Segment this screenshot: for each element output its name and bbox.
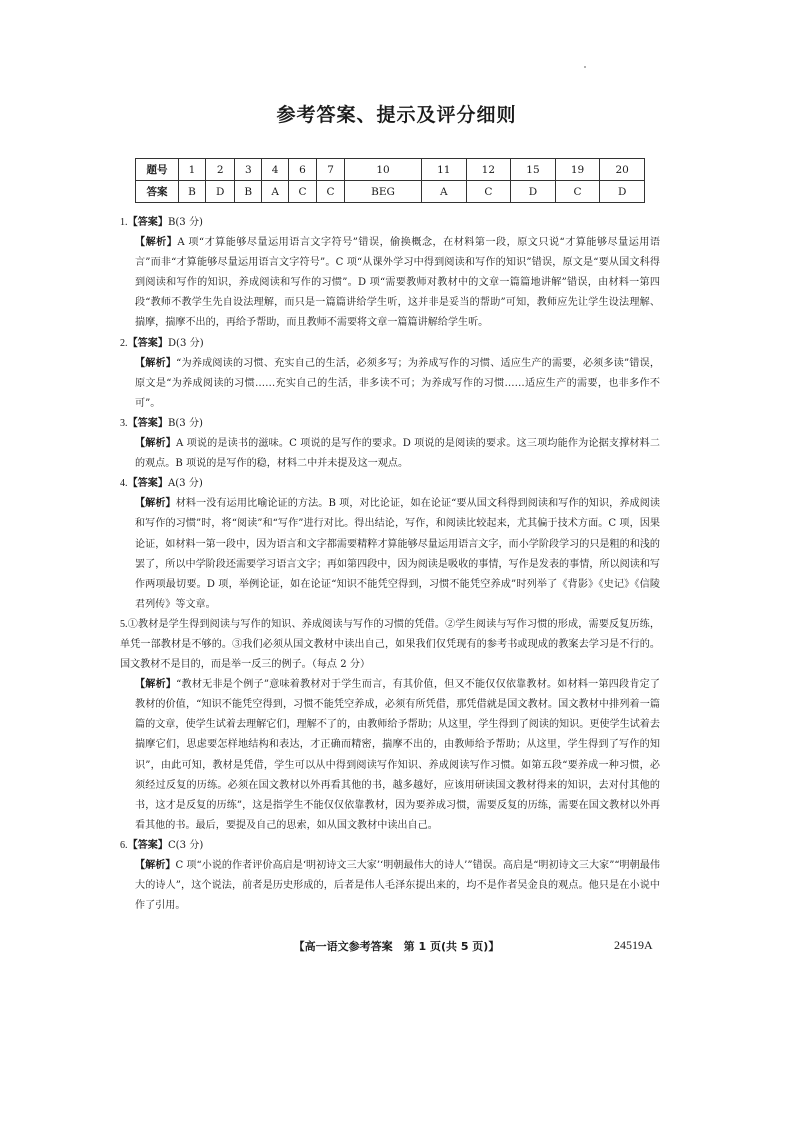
question-number-cell: 19: [555, 159, 600, 181]
explanation-paragraph: [120, 675, 660, 836]
explanation-text: “为养成阅读的习惯、充实自己的生活，必须多写；为养成写作的习惯、适应生产的需要，必须多读”错误，原文是“为养成阅读的习惯……充实自己的生活，非多读不可；为养成写作的习惯……适应生产的需要，也非多作不可”。: [135, 357, 661, 409]
answer-table: [135, 158, 645, 203]
question-number-cell: 3: [235, 159, 262, 181]
explanation-text: “教材无非是个例子”意味着教材对于学生而言，有其价值，但又不能仅仅依靠教材。如材料一第四段肯定了教材的价值，“知识不能凭空得到，习惯不能凭空养成，必须有所凭借，那凭借就是国文教材。国文教材中排列着一篇篇的文章，使学生试着去理解它们，理解不了的，由教师给予帮助；从这里，学生得到了阅读的知识。更使学生试着去揣摩它们，思虑要怎样地结构和表达，才正确而精密，揣摩不出的，由教师给予帮助；从这里，学生得到了写作的知识”，由此可知，教材是凭借，学生可以从中得到阅读写作知识、养成阅读写作习惯。如第五段“要养成一种习惯，必须经过反复的历练。必须在国文教材以外再看其他的书，越多越好，应该用研读国文教材得来的知识，去对付其他的书，这才是反复的历练”，这是指学生不能仅仅依靠教材，因为要养成习惯，需要反复的历练，需要在国文教材以外再看其他的书。最后，要提及自己的思索，如从国文教材中读出自己。: [135, 679, 661, 831]
answer-tag: 【答案】: [127, 839, 168, 851]
answer-cell: D: [206, 181, 235, 203]
explanation-tag: 【解析】: [135, 860, 176, 871]
answer-cell: BEG: [345, 181, 422, 203]
explanation-text: A 项“才算能够尽量运用语言文字符号”错误，偷换概念，在材料第一段，原文只说“才算能够尽量运用语言”而非“才算能够尽量运用语言文字符号”。C 项“从课外学习中得到阅读和写作的知识”错误，原文是“要从国文科得到阅读和写作的知识，养成阅读和写作的习惯”。D 项“需要教师对教材中的文章一篇篇地讲解”错误，由材料一第四段“教师不教学生先自设法理解，而只是一篇篇讲给学生听，这并非是妥当的帮助”可知，教师应先让学生设法理解、揣摩，揣摩不出的，再给予帮助，而且教师不需要将文章一篇篇讲解给学生听。: [135, 237, 660, 329]
answer-table-number-row: [136, 159, 645, 181]
answer-cell: A: [262, 181, 289, 203]
question-number-cell: 20: [600, 159, 645, 181]
question-number-cell: 12: [466, 159, 511, 181]
page-title: 参考答案、提示及评分细则: [276, 104, 517, 126]
answer-tag: 【答案】: [127, 337, 168, 349]
question-number: 3.: [120, 417, 128, 429]
explanation-text: 材料一没有运用比喻论证的方法。B 项，对比论证，如在论证“要从国文科得到阅读和写作的知识，养成阅读和写作的习惯”时，将“阅读”和“写作”进行对比。得出结论，写作，和阅读比较起来，尤其偏于技术方面。C 项，因果论证，如材料一第一段中，因为语言和文字都需要精粹才算能够尽量运用语言文字，而小学阶段学习的只是粗的和浅的罢了，所以中学阶段还需要学习语言文字；再如第四段中，因为阅读是吸收的事情，写作是发表的事情，所以阅读和写作两项最切要。D 项，举例论证，如在论证“知识不能凭空得到，习惯不能凭空养成”时列举了《背影》《史记》《信陵君列传》等文章。: [135, 498, 660, 610]
explanation-paragraph: [120, 494, 660, 615]
question-number-cell: 15: [511, 159, 556, 181]
explanation-tag: 【解析】: [135, 679, 177, 691]
answer-value: D(3 分): [167, 337, 204, 349]
explanation-tag: 【解析】: [135, 438, 176, 450]
answer-tag: 【答案】: [127, 417, 168, 429]
question-answer-line: [120, 414, 660, 434]
explanation-tag: 【解析】: [135, 357, 177, 369]
question-number: 1.: [120, 217, 128, 228]
footer-exam-code: 24519A: [614, 938, 653, 952]
explanation-paragraph: [120, 233, 660, 333]
answer-table-answer-row: [136, 181, 645, 203]
question-number-cell: 7: [317, 159, 345, 181]
answer-cell: B: [235, 181, 262, 203]
answer-value: B(3 分): [167, 417, 203, 429]
row-label-answer: 答案: [136, 181, 179, 203]
question-number-cell: 4: [262, 159, 289, 181]
answer-tag: 【答案】: [127, 478, 168, 490]
question-number-cell: 1: [179, 159, 206, 181]
answer-cell: C: [288, 181, 316, 203]
answer-value: ①教材是学生得到阅读与写作的知识、养成阅读与写作的习惯的凭借。②学生阅读与写作习惯的形成，需要反复历练，单凭一部教材是不够的。③我们必须从国文教材中读出自己，如果我们仅凭现有的参考书或现成的教案去学习是不行的。国文教材不是目的，而是举一反三的例子。（每点 2 分）: [120, 618, 660, 671]
question-answer-line: [120, 213, 660, 233]
explanation-paragraph: [120, 856, 660, 916]
row-label-number: 题号: [136, 159, 179, 181]
question-number: 6.: [120, 839, 128, 851]
question-number-cell: 2: [206, 159, 235, 181]
answer-value: B(3 分): [167, 217, 203, 228]
answer-cell: C: [317, 181, 345, 203]
answer-cell: A: [421, 181, 466, 203]
question-answer-line: [120, 474, 660, 494]
answer-cell: D: [511, 181, 556, 203]
answer-explanations: [120, 213, 660, 916]
question-answer-line: [120, 615, 660, 675]
answer-cell: D: [600, 181, 645, 203]
answer-tag: 【答案】: [127, 217, 168, 228]
explanation-text: A 项说的是读书的滋味。C 项说的是写作的要求。D 项说的是阅读的要求。这三项均能作为论据支撑材料二的观点。B 项说的是写作的稳，材料二中并未提及这一观点。: [135, 438, 660, 470]
answer-value: C(3 分): [167, 839, 204, 851]
explanation-tag: 【解析】: [135, 498, 176, 510]
explanation-tag: 【解析】: [135, 237, 178, 249]
explanation-text: C 项“小说的作者评价高启是‘明初诗文三大家’‘明朝最伟大的诗人’”错误。高启是“明初诗文三大家”“明朝最伟大的诗人”，这个说法，前者是历史形成的，后者是伟人毛泽东提出来的，均不是作者吴金良的观点。他只是在小说中作了引用。: [135, 860, 660, 912]
answer-cell: C: [555, 181, 600, 203]
question-number-cell: 11: [421, 159, 466, 181]
footer-page-label: 【高一语文参考答案 第 1 页(共 5 页)】: [293, 940, 500, 953]
question-number: 2.: [120, 337, 128, 349]
question-number-cell: 10: [345, 159, 422, 181]
question-number-cell: 6: [288, 159, 316, 181]
answer-value: A(3 分): [167, 478, 203, 490]
answer-cell: B: [179, 181, 206, 203]
question-answer-line: [120, 334, 660, 354]
scan-speck: [584, 66, 586, 68]
answer-cell: C: [466, 181, 511, 203]
question-number: 4.: [120, 478, 128, 490]
question-answer-line: [120, 836, 660, 856]
explanation-paragraph: [120, 354, 660, 414]
explanation-paragraph: [120, 434, 660, 474]
question-number: 5.: [120, 618, 128, 630]
